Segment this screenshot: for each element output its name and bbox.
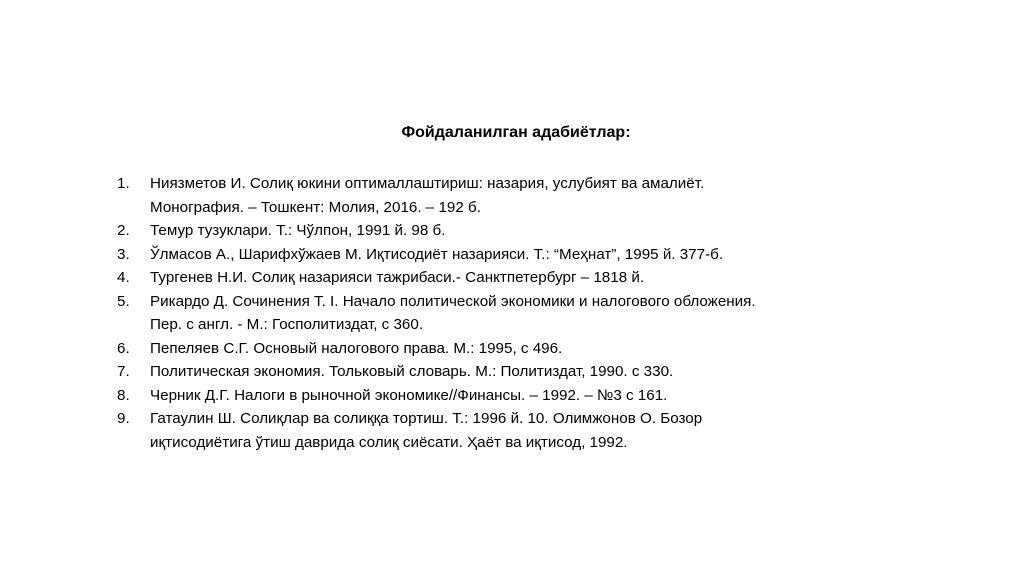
list-item-text: Рикардо Д. Сочинения Т. I. Начало политической экономики и налогового обложения. — [150, 292, 756, 310]
list-item-text: Политическая экономия. Тольковый словарь. М.: Политиздат, 1990. с 330. — [150, 363, 674, 380]
list-item-number: 4. — [117, 269, 130, 286]
reference-list — [117, 172, 877, 454]
list-item-text: Ниязметов И. Солиқ юкини оптималлаштириш: назария, услубият ва амалиёт. — [150, 175, 705, 192]
list-item-text: Гатаулин Ш. Солиқлар ва солиққа тортиш. Т.: 1996 й. 10. Олимжонов О. Бозор — [150, 410, 703, 427]
list-item-text: Черник Д.Г. Налоги в рыночной экономике//Финансы. – 1992. – №3 с 161. — [150, 386, 668, 404]
list-item-text: Темур тузуклари. Т.: Чўлпон, 1991 й. 98 б. — [150, 222, 446, 239]
list-item-number: 1. — [117, 175, 130, 192]
list-item — [117, 337, 877, 361]
list-item — [117, 266, 877, 290]
list-item-number: 8. — [117, 386, 130, 404]
list-item-text: Пепеляев С.Г. Основый налогового права. М.: 1995, с 496. — [150, 339, 563, 357]
list-item — [117, 290, 877, 337]
list-item — [117, 407, 877, 454]
list-item-number: 9. — [117, 410, 130, 427]
list-item — [117, 172, 877, 219]
list-item-text: иқтисодиётига ўтиш даврида солиқ сиёсати. Ҳаёт ва иқтисод, 1992. — [150, 433, 628, 451]
page-title — [0, 121, 1024, 145]
list-item-text: Тургенев Н.И. Солиқ назарияси тажрибаси.- Санктпетербург – 1818 й. — [150, 269, 645, 286]
page-title-text: Фойдаланилган адабиётлар: — [401, 124, 631, 141]
list-item-number: 3. — [117, 245, 130, 263]
list-item — [117, 243, 877, 267]
list-item-text: Монография. – Тошкент: Молия, 2016. – 192 б. — [150, 198, 481, 216]
list-item — [117, 219, 877, 243]
list-item-text: Ўлмасов А., Шарифхўжаев М. Иқтисодиёт назарияси. Т.: “Меҳнат”, 1995 й. 377-б. — [150, 245, 724, 263]
list-item-number: 7. — [117, 363, 130, 380]
list-item-number: 5. — [117, 292, 130, 310]
list-item-text: Пер. с англ. - М.: Госполитиздат, с 360. — [150, 316, 424, 333]
list-item-number: 6. — [117, 339, 130, 357]
list-item — [117, 384, 877, 408]
list-item — [117, 360, 877, 384]
list-item-number: 2. — [117, 222, 130, 239]
